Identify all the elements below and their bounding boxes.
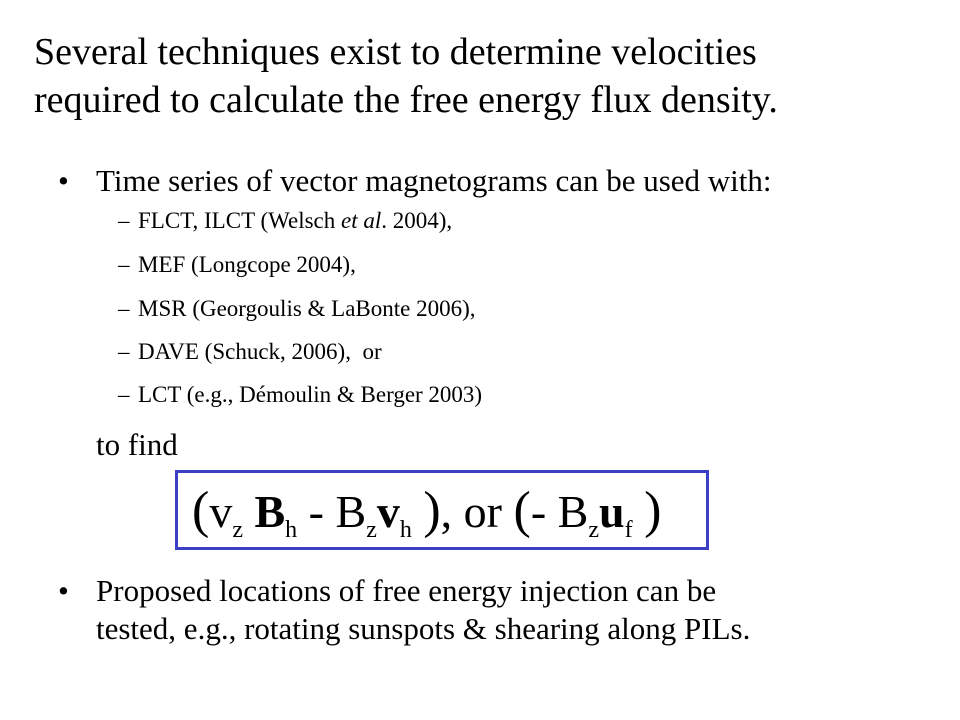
formula-subscript: h [399, 517, 412, 543]
formula-subscript: f [624, 517, 633, 543]
formula-symbol-bold: v [376, 486, 400, 537]
method-text: FLCT, ILCT (Welsch [138, 208, 341, 233]
formula-subscript: z [232, 517, 243, 543]
dash-marker: – [118, 382, 130, 407]
slide-title [34, 28, 934, 124]
formula-subscript: z [366, 517, 377, 543]
dash-marker: – [118, 208, 130, 233]
formula-operator: - [530, 486, 558, 537]
method-item-dave [118, 337, 382, 367]
dash-marker: – [118, 339, 130, 364]
formula-symbol: B [557, 486, 589, 537]
bullet-marker: • [58, 163, 69, 198]
method-text: MSR (Georgoulis & LaBonte 2006), [138, 296, 476, 321]
title-line-2: required to calculate the free energy flux density. [34, 79, 778, 121]
formula-symbol-bold: u [599, 486, 625, 537]
formula-symbol: v [209, 486, 233, 537]
bullet-text: Time series of vector magnetograms can be used with: [96, 163, 772, 198]
bullet-text-line-1: Proposed locations of free energy injection can be [96, 573, 717, 608]
method-text: MEF (Longcope 2004), [138, 252, 356, 277]
formula-symbol: B [335, 486, 367, 537]
to-find-label: to find [96, 427, 178, 462]
formula-symbol-bold: B [254, 486, 286, 537]
formula-box [175, 470, 709, 550]
formula-paren: ) [644, 482, 662, 539]
method-item-msr [118, 294, 476, 324]
bullet-text [96, 572, 750, 648]
formula-subscript: z [588, 517, 599, 543]
formula-paren: ) [423, 482, 441, 539]
formula-connector: , or [440, 486, 514, 537]
formula-paren: ( [513, 482, 531, 539]
formula-paren: ( [192, 482, 210, 539]
method-item-lct [118, 380, 482, 410]
method-item-mef [118, 250, 356, 280]
formula-operator: - [297, 486, 336, 537]
title-line-1: Several techniques exist to determine velocities [34, 31, 757, 73]
dash-marker: – [118, 296, 130, 321]
energy-flux-formula [192, 481, 661, 560]
formula-subscript: h [285, 517, 298, 543]
method-item-flct [118, 206, 452, 236]
method-text-italic: et al [341, 208, 382, 233]
dash-marker: – [118, 252, 130, 277]
method-text-suffix: . 2004), [381, 208, 453, 233]
bullet-marker: • [58, 573, 69, 608]
method-text: LCT (e.g., Démoulin & Berger 2003) [138, 382, 483, 407]
method-text: DAVE (Schuck, 2006), or [138, 339, 382, 364]
bullet-text-line-2: tested, e.g., rotating sunspots & shearing along PILs. [96, 611, 751, 646]
